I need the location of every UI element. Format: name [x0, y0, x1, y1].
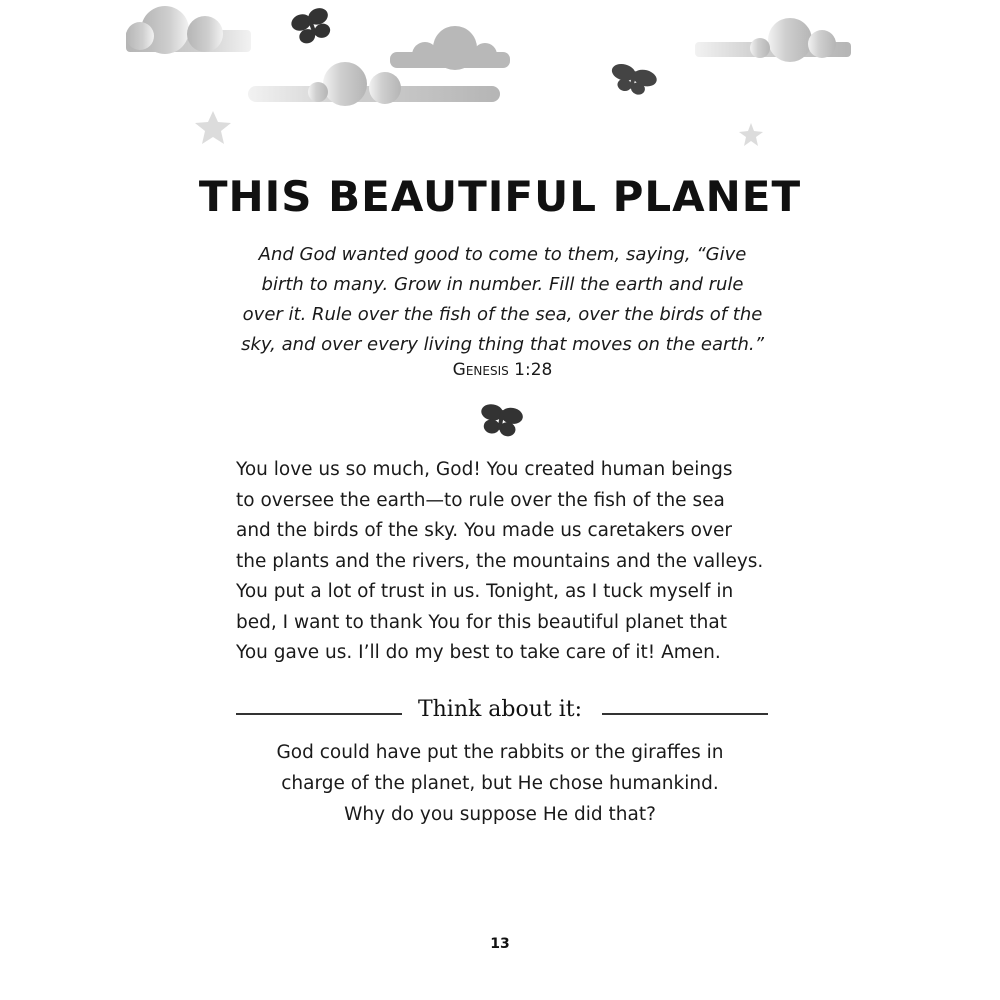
- cloud-icon: [390, 26, 510, 70]
- prayer-line: the plants and the rivers, the mountains and the valleys.: [236, 550, 764, 572]
- decorative-header: [0, 0, 1000, 170]
- scripture-reference: Genesis 1:28: [452, 360, 553, 380]
- verse-line: over it. Rule over the fish of the sea, over the birds of the: [242, 304, 763, 325]
- question-line: charge of the planet, but He chose humankind.: [281, 773, 719, 794]
- cloud-icon: [126, 6, 251, 54]
- question-line: Why do you suppose He did that?: [344, 804, 656, 825]
- divider-right: [602, 713, 768, 715]
- question-line: God could have put the rabbits or the giraffes in: [276, 742, 724, 763]
- prayer-line: and the birds of the sky. You made us caretakers over: [236, 520, 732, 541]
- verse-line: birth to many. Grow in number. Fill the earth and rule: [261, 274, 744, 295]
- scripture-verse: [230, 240, 775, 360]
- page-title: THIS BEAUTIFUL PLANET: [198, 172, 802, 221]
- butterfly-icon: [289, 5, 335, 46]
- star-icon: [739, 123, 763, 146]
- verse-line: And God wanted good to come to them, saying, “Give: [258, 244, 747, 265]
- prayer-line: You put a lot of trust in us. Tonight, as I tuck myself in: [236, 581, 734, 602]
- butterfly-icon: [479, 402, 523, 438]
- prayer-line: You gave us. I’ll do my best to take care of it! Amen.: [236, 642, 721, 663]
- cloud-icon: [695, 18, 851, 62]
- butterfly-icon: [607, 61, 658, 98]
- reflection-question: [240, 737, 760, 830]
- verse-line: sky, and over every living thing that moves on the earth.”: [241, 334, 764, 355]
- prayer-text: [236, 455, 776, 669]
- page-number: 13: [490, 936, 510, 952]
- prayer-line: to oversee the earth—to rule over the fish of the sea: [236, 489, 725, 511]
- prayer-line: bed, I want to thank You for this beautiful planet that: [236, 611, 727, 633]
- prayer-line: You love us so much, God! You created human beings: [236, 459, 733, 480]
- star-icon: [195, 111, 231, 144]
- think-about-it-heading: Think about it:: [417, 697, 583, 722]
